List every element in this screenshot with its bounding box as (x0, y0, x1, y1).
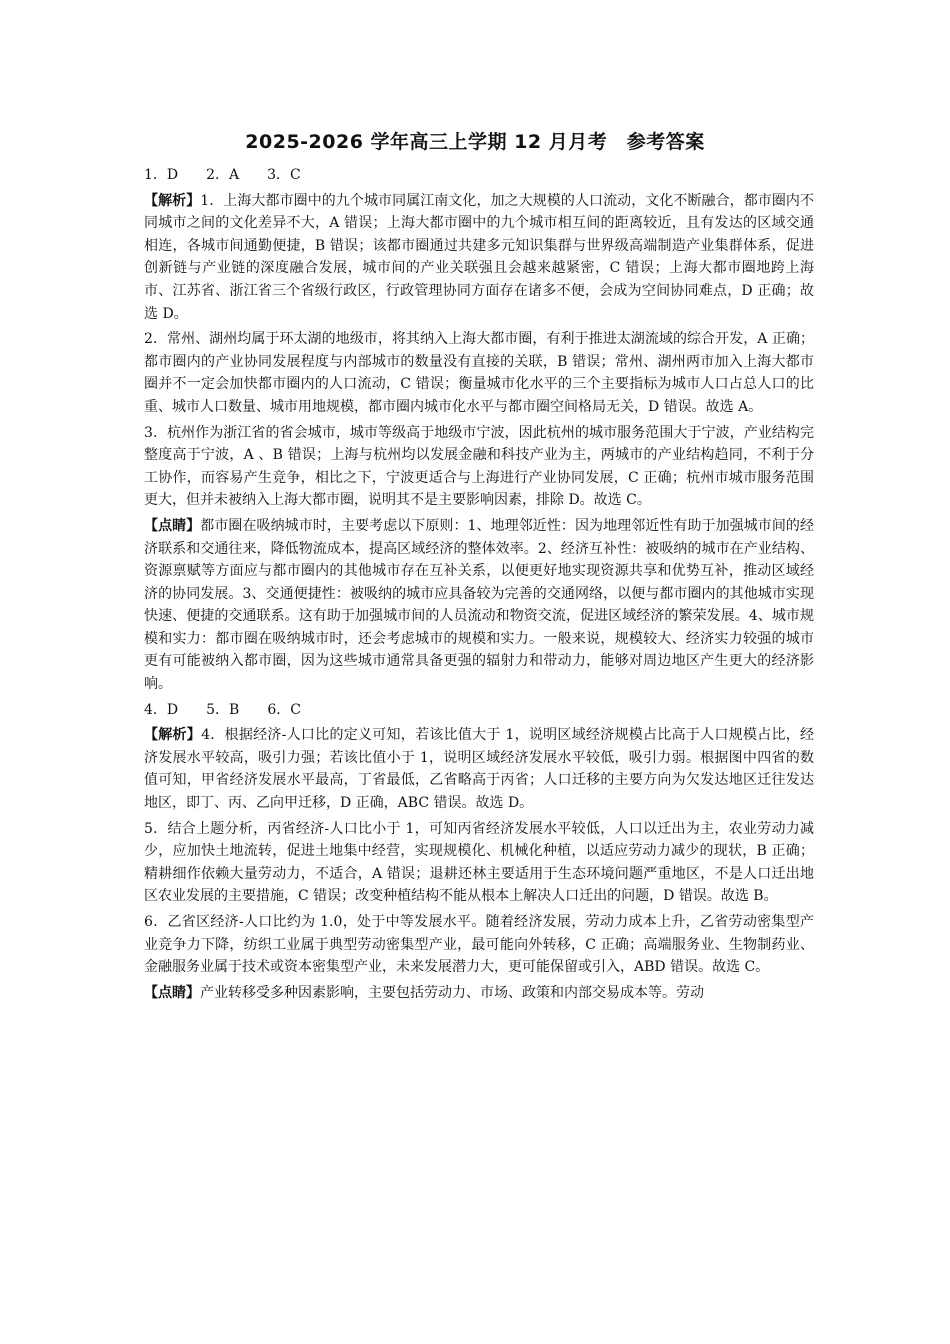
analysis-tag: 【解析】 (144, 727, 202, 744)
answer-key-line: 4．D 5．B 6．C (144, 701, 301, 718)
answer-key-line: 1．D 2．A 3．C (144, 167, 301, 183)
analysis-paragraph (144, 724, 814, 814)
analysis-paragraph (144, 190, 814, 326)
paragraph-text: 5．结合上题分析，丙省经济-人口比小于 1，可知丙省经济发展水平较低，人口以迁出为主，农业劳动力减少，应加快土地流转，促进土地集中经营，实现规模化、机械化种植，以适应劳动力减少的现状，B 正确；精耕细作依赖大量劳动力，不适合，A 错误；退耕还林主要适用于生态环境问题严重地区，不是人口迁出地区农业发展的主要措施，C 错误；改变种植结构不能从根本上解决人口迁出的问题，D 错误。故选 B。 (144, 820, 814, 905)
paragraph-text: 3．杭州作为浙江省的省会城市，城市等级高于地级市宁波，因此杭州的城市服务范围大于宁波，产业结构完整度高于宁波，A 、B 错误；上海与杭州均以发展金融和科技产业为主，两城市的产业结构趋同，不利于分工协作，而容易产生竞争，相比之下，宁波更适合与上海进行产业协同发展，C 正确；杭州市城市服务范围更大，但并未被纳入上海大都市圈，说明其不是主要影响因素，排除 D。故选 C。 (144, 424, 814, 509)
paragraph-text: 产业转移受多种因素影响，主要包括劳动力、市场、政策和内部交易成本等。劳动 (200, 984, 704, 1001)
paragraph-text: 6．乙省区经济-人口比约为 1.0，处于中等发展水平。随着经济发展，劳动力成本上升，乙省劳动密集型产业竞争力下降，纺织工业属于典型劳动密集型产业，最可能向外转移，C 正确；高端服务业、生物制药业、金融服务业属于技术或资本密集型产业，未来发展潜力大，更可能保留或引入，ABD 错误。故选 C。 (144, 914, 814, 976)
tip-paragraph (144, 982, 814, 1005)
analysis-paragraph (144, 328, 814, 418)
paragraph-text: 2．常州、湖州均属于环太湖的地级市，将其纳入上海大都市圈，有利于推进太湖流域的综合开发，A 正确；都市圈内的产业协同发展程度与内部城市的数量没有直接的关联，B 错误；常州、湖州两市加入上海大都市圈并不一定会加快都市圈内的人口流动，C 错误；衡量城市化水平的三个主要指标为城市人口占总人口的比重、城市人口数量、城市用地规模，都市圈内城市化水平与都市圈空间格局无关，D 错误。故选 A。 (144, 331, 814, 415)
paragraph-text: 1．上海大都市圈中的九个城市同属江南文化，加之大规模的人口流动，文化不断融合，都市圈内不同城市之间的文化差异不大，A 错误；上海大都市圈中的九个城市相互间的距离较近，且有发达的区域交通相连，各城市间通勤便捷，B 错误；该都市圈通过共建多元知识集群与世界级高端制造产业集群体系，促进创新链与产业链的深度融合发展，城市间的产业关联强且会越来越紧密，C 错误；上海大都市圈地跨上海市、江苏省、浙江省三个省级行政区，行政管理协同方面存在诸多不便，会成为空间协同难点，D 正确；故选 D。 (144, 192, 815, 322)
answer-content (144, 164, 814, 1007)
tip-tag: 【点睛】 (144, 517, 201, 534)
analysis-paragraph (144, 422, 814, 512)
analysis-paragraph (144, 911, 814, 979)
page-title: 2025-2026 学年高三上学期 12 月月考 参考答案 (245, 131, 705, 153)
tip-paragraph (144, 515, 814, 696)
paragraph-text: 都市圈在吸纳城市时，主要考虑以下原则：1、地理邻近性：因为地理邻近性有助于加强城市间的经济联系和交通往来，降低物流成本，提高区域经济的整体效率。2、经济互补性：被吸纳的城市在产业结构、资源禀赋等方面应与都市圈内的其他城市存在互补关系，以便更好地实现资源共享和优势互补，推动区域经济的协同发展。3、交通便捷性：被吸纳的城市应具备较为完善的交通网络，以便与都市圈内的其他城市实现快速、便捷的交通联系。这有助于加强城市间的人员流动和物资交流，促进区域经济的繁荣发展。4、城市规模和实力：都市圈在吸纳城市时，还会考虑城市的规模和实力。一般来说，规模较大、经济实力较强的城市更有可能被纳入都市圈，因为这些城市通常具备更强的辐射力和带动力，能够对周边地区产生更大的经济影响。 (144, 517, 815, 693)
tip-tag: 【点睛】 (144, 984, 200, 1001)
paragraph-text: 4．根据经济-人口比的定义可知，若该比值大于 1，说明区域经济规模占比高于人口规模占比，经济发展水平较高，吸引力强；若该比值小于 1，说明区域经济发展水平较低，吸引力弱。根据图中四省的数值可知，甲省经济发展水平最高，丁省最低，乙省略高于丙省；人口迁移的主要方向为欠发达地区迁往发达地区，即丁、丙、乙向甲迁移，D 正确，ABC 错误。故选 D。 (144, 727, 815, 812)
analysis-tag: 【解析】 (144, 192, 201, 209)
analysis-paragraph (144, 818, 814, 908)
